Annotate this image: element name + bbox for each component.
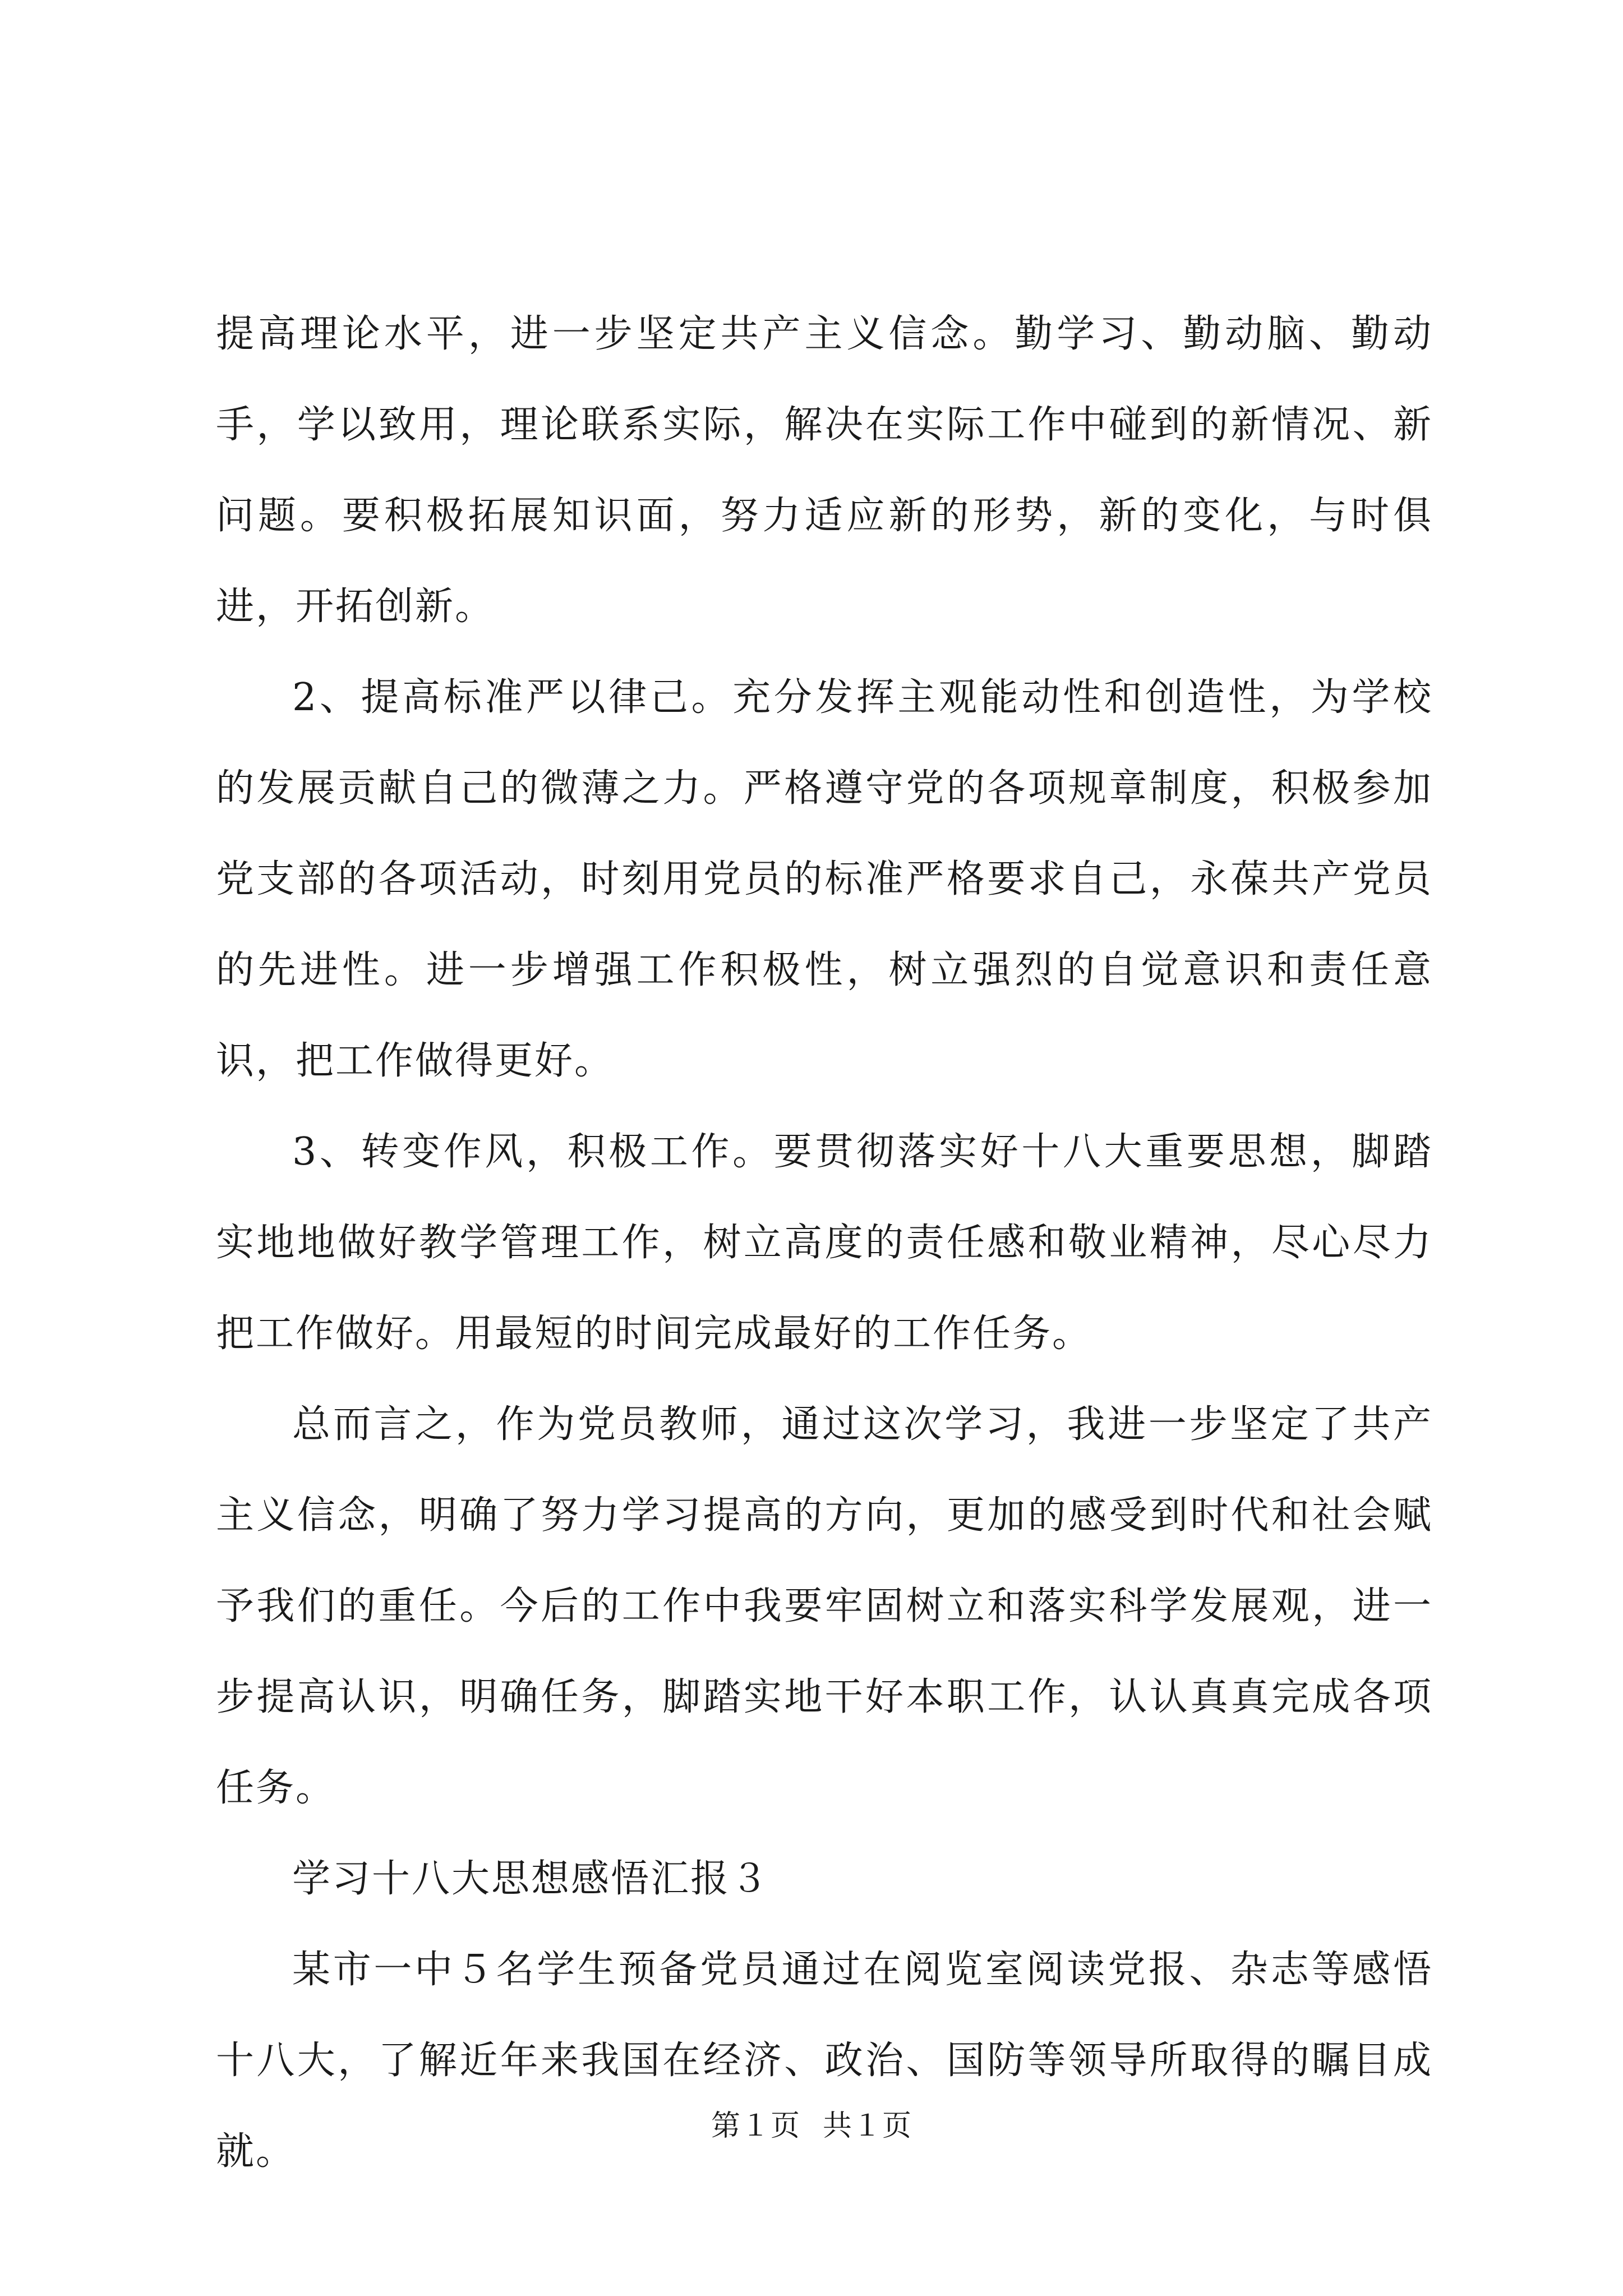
paragraph-conclusion: 总而言之，作为党员教师，通过这次学习，我进一步坚定了共产主义信念，明确了努力学习提高的方向，更加的感受到时代和社会赋予我们的重任。今后的工作中我要牢固树立和落实科学发展观，进一步提高认识，明确任务，脚踏实地干好本职工作，认认真真完成各项任务。 (216, 1402, 1433, 1810)
section-heading: 学习十八大思想感悟汇报３ (292, 1857, 771, 1901)
paragraph-item-3: 3、转变作风，积极工作。要贯彻落实好十八大重要思想，脚踏实地地做好教学管理工作，树立高度的责任感和敬业精神，尽心尽力把工作做好。用最短的时间完成最好的工作任务。 (216, 1130, 1433, 1356)
paragraph-intro: 某市一中５名学生预备党员通过在阅览室阅读党报、杂志等感悟十八大，了解近年来我国在经济、政治、国防等领导所取得的瞩目成就。 (216, 1948, 1433, 2174)
paragraph-continuation: 提高理论水平，进一步坚定共产主义信念。勤学习、勤动脑、勤动手，学以致用，理论联系实际，解决在实际工作中碰到的新情况、新问题。要积极拓展知识面，努力适应新的形势，新的变化，与时俱进，开拓创新。 (216, 312, 1433, 629)
page-number-current: 第１页 (711, 2109, 800, 2143)
document-body (216, 289, 1433, 2197)
page-number-total: 共１页 (823, 2109, 912, 2143)
page-footer (0, 2106, 1623, 2146)
paragraph-item-2: 2、提高标准严以律己。充分发挥主观能动性和创造性，为学校的发展贡献自己的微薄之力。严格遵守党的各项规章制度，积极参加党支部的各项活动，时刻用党员的标准严格要求自己，永葆共产党员的先进性。进一步增强工作积极性，树立强烈的自觉意识和责任意识，把工作做得更好。 (216, 675, 1433, 1083)
